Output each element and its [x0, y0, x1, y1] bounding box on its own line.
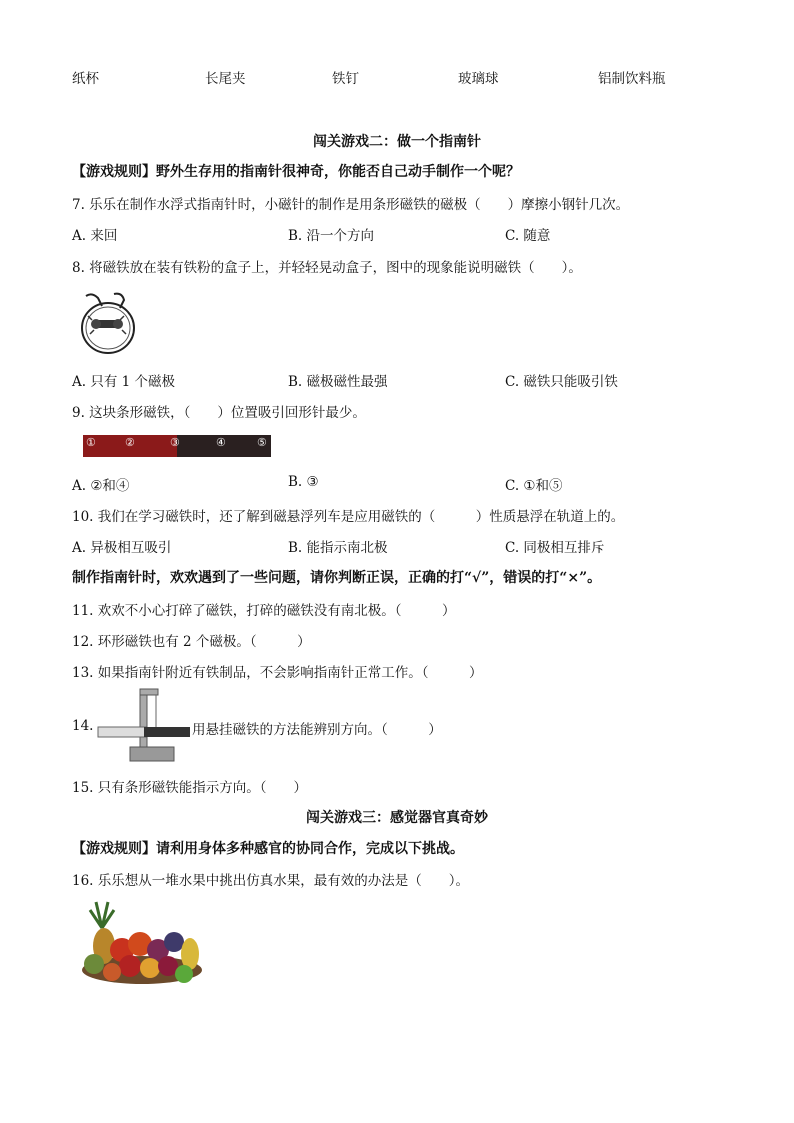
q7-option-a[interactable]: A. 来回	[72, 228, 118, 244]
section2-rule: 【游戏规则】野外生存用的指南针很神奇，你能否自己动手制作一个呢？	[72, 164, 520, 180]
item-paper-cup: 纸杯	[72, 71, 99, 87]
item-iron-nail: 铁钉	[332, 71, 359, 87]
magnet-label-5: ⑤	[257, 436, 267, 449]
judge-instruction: 制作指南针时，欢欢遇到了一些问题，请你判断正误，正确的打“√”，错误的打“×”。	[72, 570, 602, 586]
q14-text: 用悬挂磁铁的方法能辨别方向。（ ）	[192, 722, 442, 738]
fruit-pile-image	[78, 898, 206, 988]
q9-option-c[interactable]: C. ①和⑤	[505, 478, 563, 494]
q10-text: 10. 我们在学习磁铁时，还了解到磁悬浮列车是应用磁铁的（ ）性质悬浮在轨道上的。	[72, 509, 625, 525]
q10-option-a[interactable]: A. 异极相互吸引	[72, 540, 172, 556]
q8-text: 8. 将磁铁放在装有铁粉的盒子上，并轻轻晃动盒子，图中的现象能说明磁铁（ ）。	[72, 260, 582, 276]
q16-text: 16. 乐乐想从一堆水果中挑出仿真水果，最有效的办法是（ ）。	[72, 873, 470, 889]
q9-option-b[interactable]: B. ③	[288, 474, 319, 490]
item-aluminum-can: 铝制饮料瓶	[598, 71, 666, 87]
q8-option-a[interactable]: A. 只有 1 个磁极	[72, 374, 176, 390]
q8-option-c[interactable]: C. 磁铁只能吸引铁	[505, 374, 618, 390]
section2-title: 闯关游戏二：做一个指南针	[313, 134, 481, 150]
q7-option-c[interactable]: C. 随意	[505, 228, 551, 244]
iron-filings-box-image	[78, 290, 140, 356]
q9-option-a[interactable]: A. ②和④	[72, 478, 130, 494]
q14-number: 14.	[72, 718, 94, 734]
magnet-label-3: ③	[170, 436, 180, 449]
q10-option-b[interactable]: B. 能指示南北极	[288, 540, 388, 556]
item-glass-ball: 玻璃球	[458, 71, 499, 87]
q7-text: 7. 乐乐在制作水浮式指南针时，小磁针的制作是用条形磁铁的磁极（ ）摩擦小钢针几次。	[72, 197, 630, 213]
q9-text: 9. 这块条形磁铁，（ ）位置吸引回形针最少。	[72, 405, 366, 421]
magnet-label-4: ④	[216, 436, 226, 449]
q12-text: 12. 环形磁铁也有 2 个磁极。（ ）	[72, 634, 311, 650]
item-binder-clip: 长尾夹	[205, 71, 246, 87]
magnet-label-1: ①	[86, 436, 96, 449]
q13-text: 13. 如果指南针附近有铁制品，不会影响指南针正常工作。（ ）	[72, 665, 483, 681]
q11-text: 11. 欢欢不小心打碎了磁铁，打碎的磁铁没有南北极。（ ）	[72, 603, 456, 619]
q10-option-c[interactable]: C. 同极相互排斥	[505, 540, 605, 556]
section3-rule: 【游戏规则】请利用身体多种感官的协同合作，完成以下挑战。	[72, 841, 464, 857]
q15-text: 15. 只有条形磁铁能指示方向。（ ）	[72, 780, 308, 796]
q8-option-b[interactable]: B. 磁极磁性最强	[288, 374, 388, 390]
section3-title: 闯关游戏三：感觉器官真奇妙	[306, 810, 488, 826]
magnet-label-2: ②	[125, 436, 135, 449]
q7-option-b[interactable]: B. 沿一个方向	[288, 228, 375, 244]
hanging-magnet-image	[96, 687, 194, 765]
